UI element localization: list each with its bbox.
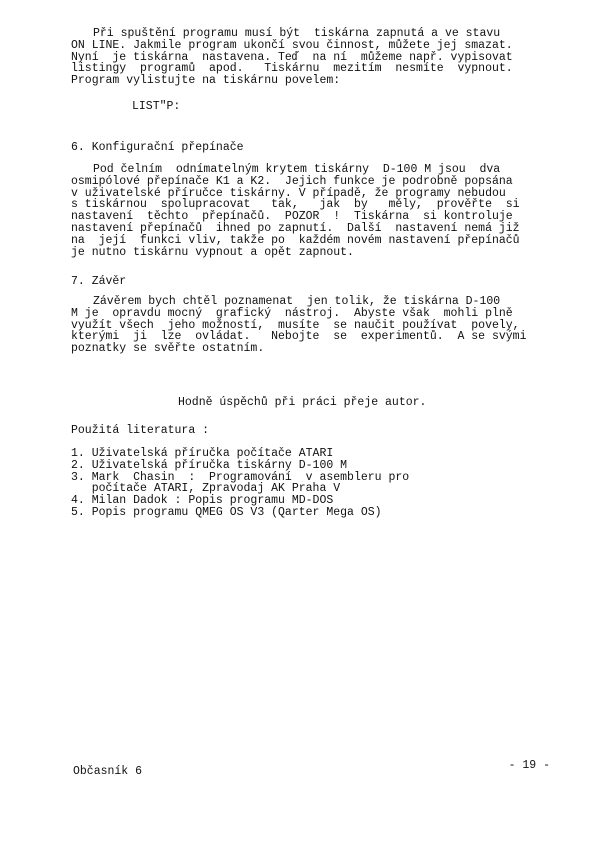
paragraph-line: s tiskárnou spolupracovat tak, jak by měly, prověřte si — [71, 198, 520, 212]
list-command — [0, 101, 600, 113]
paragraph-line: nastavení přepínačů ihned po zapnutí. Další nastavení nemá již — [71, 221, 520, 235]
closing-line — [0, 397, 600, 409]
literature-heading — [0, 425, 600, 437]
intro-line: listingy programů apod. Tiskárnu mezitím nesmíte vypnout. — [71, 62, 513, 76]
literature-item: 3. Mark Chasin : Programování v asembleru pro — [71, 470, 410, 484]
literature-item: 4. Milan Dadok : Popis programu MD-DOS — [71, 494, 334, 508]
intro-line: Program vylistujte na tiskárnu povelem: — [71, 74, 341, 88]
paragraph-line: Závěrem bych chtěl poznamenat jen tolik, že tiskárna D-100 — [93, 295, 501, 308]
section-7-paragraph — [0, 296, 600, 355]
section-7-heading — [0, 276, 600, 288]
section-6-heading — [0, 142, 600, 154]
section-heading: 6. Konfigurační přepínače — [71, 141, 244, 154]
paragraph-line: poznatky se svěřte ostatním. — [71, 342, 265, 356]
page-number: - 19 - — [508, 759, 550, 772]
intro-line: Při spuštění programu musí být tiskárna zapnutá a ve stavu — [93, 27, 501, 40]
literature-item: počítače ATARI, Zpravodaj AK Praha V — [71, 482, 341, 496]
paragraph-line: nastavení těchto přepínačů. POZOR ! Tiskárna si kontroluje — [71, 210, 513, 224]
intro-line: ON LINE. Jakmile program ukončí svou činnost, můžete jej smazat. — [71, 38, 513, 52]
section-6-paragraph — [0, 164, 600, 258]
paragraph-line: Pod čelním odnímatelným krytem tiskárny D-100 M jsou dva — [93, 163, 501, 176]
footer-page-number — [509, 760, 550, 772]
literature-item: 2. Uživatelská příručka tiskárny D-100 M — [71, 458, 348, 472]
paragraph-line: v uživatelské příručce tiskárny. V případě, že programy nebudou — [71, 186, 506, 200]
section-heading: 7. Závěr — [71, 275, 127, 288]
paragraph-line: na její funkci vliv, takže po každém novém nastavení přepínačů — [71, 233, 520, 247]
literature-heading-text: Použitá literatura : — [71, 424, 210, 437]
paragraph-line: osmipólové přepínače K1 a K2. Jejich funkce je podrobně popsána — [71, 174, 513, 188]
literature-list — [0, 448, 600, 519]
paragraph-line: využít všech jeho možností, musíte se naučit používat povely, — [71, 318, 520, 332]
command-text: LIST"P: — [132, 100, 181, 113]
literature-item: 5. Popis programu QMEG OS V3 (Qarter Mega OS) — [71, 505, 382, 519]
paragraph-line: M je opravdu mocný grafický nástroj. Abyste však mohli plně — [71, 306, 513, 320]
footer-publication — [73, 766, 142, 778]
publication-name: Občasník 6 — [73, 765, 143, 778]
intro-line: Nyní je tiskárna nastavena. Teď na ní můžeme např. vypisovat — [71, 50, 513, 64]
paragraph-line: je nutno tiskárnu vypnout a opět zapnout. — [71, 245, 354, 259]
intro-paragraph — [0, 28, 600, 87]
closing-text: Hodně úspěchů při práci přeje autor. — [178, 396, 427, 409]
literature-item: 1. Uživatelská příručka počítače ATARI — [71, 447, 334, 460]
paragraph-line: kterými ji lze ovládat. Nebojte se experimentů. A se svými — [71, 330, 527, 344]
